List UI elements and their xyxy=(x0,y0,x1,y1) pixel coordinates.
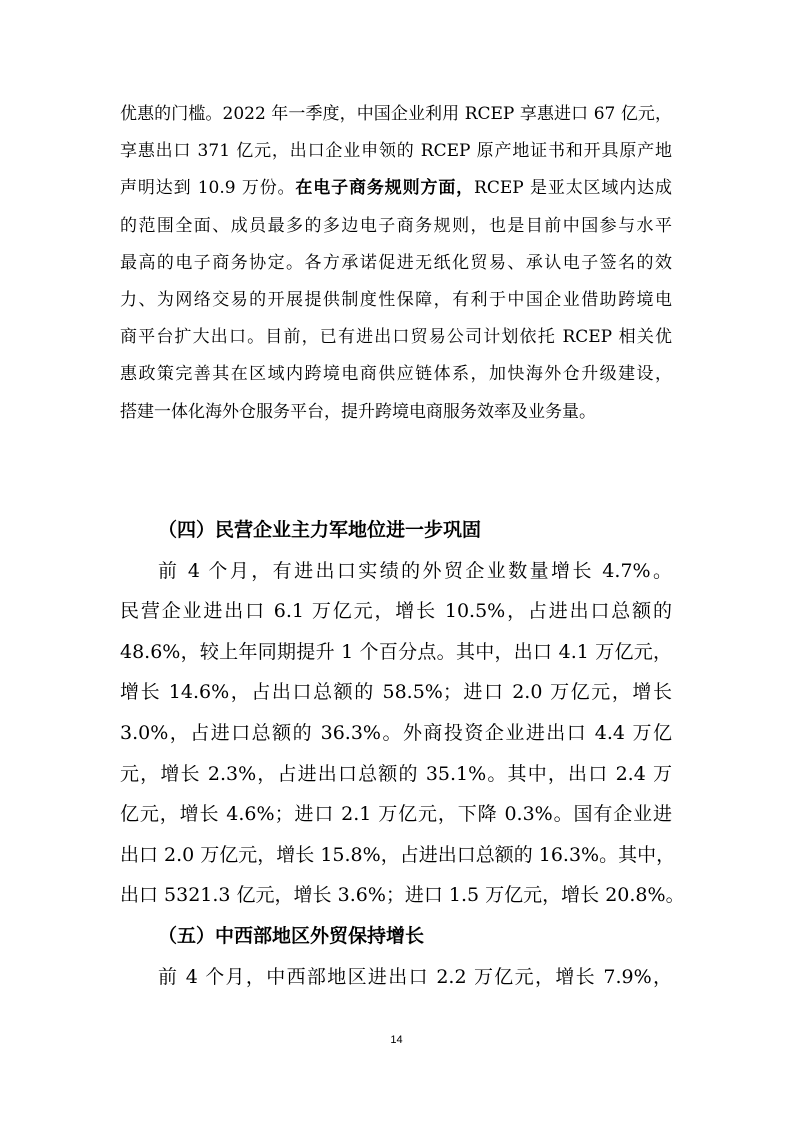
text-line: 出口 5321.3 亿元，增长 3.6%；进口 1.5 万亿元，增长 20.8%。 xyxy=(120,884,685,907)
text-line: 亿元，增长 4.6%；进口 2.1 万亿元，下降 0.3%。国有企业进 xyxy=(120,803,672,826)
bold-lead-in: 在电子商务规则方面， xyxy=(295,178,475,199)
text-line xyxy=(120,170,672,207)
text-line: 商平台扩大出口。目前，已有进出口贸易公司计划依托 RCEP 相关优 xyxy=(120,327,672,348)
enterprise-and-region-section xyxy=(120,510,685,997)
text-line: 力、为网络交易的开展提供制度性保障，有利于中国企业借助跨境电 xyxy=(120,289,672,310)
text-line: 惠政策完善其在区域内跨境电商供应链体系，加快海外仓升级建设， xyxy=(120,364,672,385)
text-line: 前 4 个月，有进出口实绩的外贸企业数量增长 4.7%。 xyxy=(158,559,672,582)
text-line: 前 4 个月，中西部地区进出口 2.2 万亿元，增长 7.9%， xyxy=(158,965,672,988)
text-line: 出口 2.0 万亿元，增长 15.8%，占进出口总额的 16.3%。其中， xyxy=(120,843,676,866)
rcep-paragraph xyxy=(120,96,672,431)
text-line: 3.0%，占进口总额的 36.3%。外商投资企业进出口 4.4 万亿 xyxy=(120,721,672,744)
text-line: 优惠的门槛。2022 年一季度，中国企业利用 RCEP 享惠进口 67 亿元， xyxy=(120,104,672,124)
page-number: 14 xyxy=(390,1034,403,1046)
section-heading: （四）民营企业主力军地位进一步巩固 xyxy=(158,519,482,541)
text-line: 48.6%，较上年同期提升 1 个百分点。其中，出口 4.1 万亿元， xyxy=(120,640,672,663)
text-line: 元，增长 2.3%，占进出口总额的 35.1%。其中，出口 2.4 万 xyxy=(120,762,672,785)
text-segment: 声明达到 10.9 万份。 xyxy=(120,178,296,199)
text-line: 最高的电子商务协定。各方承诺促进无纸化贸易、承认电子签名的效 xyxy=(120,252,672,273)
text-line: 民营企业进出口 6.1 万亿元，增长 10.5%，占进出口总额的 xyxy=(120,600,672,623)
section-heading: （五）中西部地区外贸保持增长 xyxy=(158,924,425,947)
text-line: 增长 14.6%，占出口总额的 58.5%；进口 2.0 万亿元，增长 xyxy=(120,681,672,704)
text-segment: RCEP 是亚太区域内达成 xyxy=(474,178,672,199)
text-line: 搭建一体化海外仓服务平台，提升跨境电商服务效率及业务量。 xyxy=(120,401,596,422)
text-line: 的范围全面、成员最多的多边电子商务规则，也是目前中国参与水平 xyxy=(120,215,672,236)
text-line: 享惠出口 371 亿元，出口企业申领的 RCEP 原产地证书和开具原产地 xyxy=(120,141,672,162)
